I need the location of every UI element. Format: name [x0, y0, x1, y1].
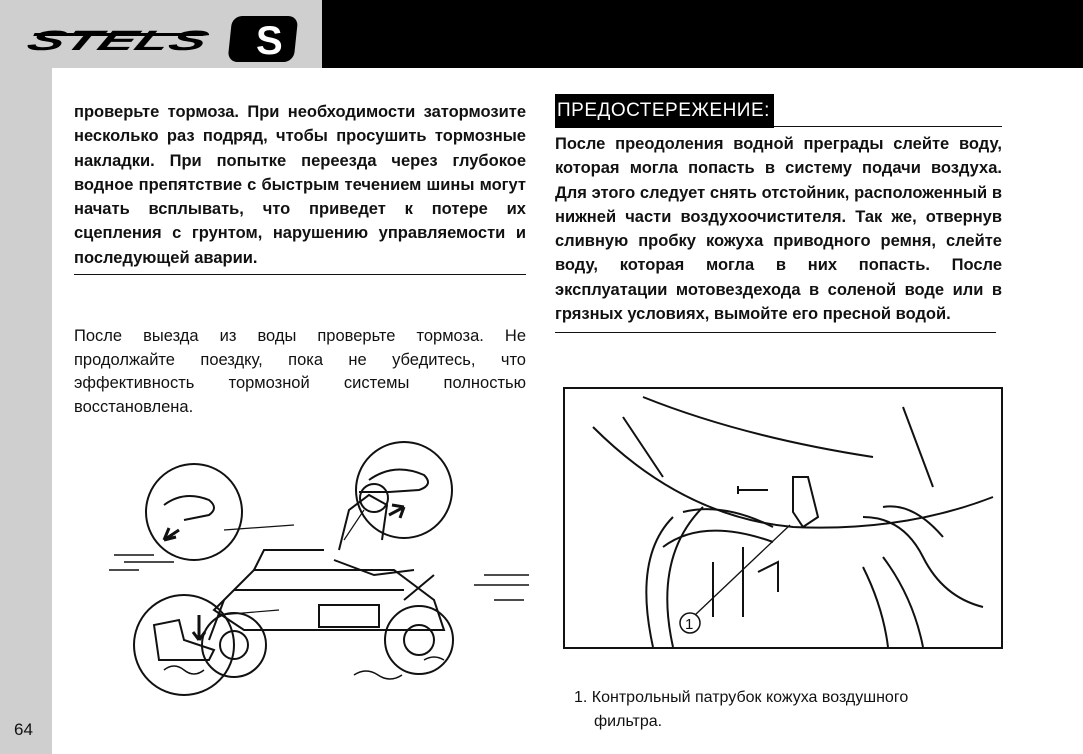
air-filter-figure — [563, 387, 1003, 649]
caption-line-2: фильтра. — [594, 713, 663, 730]
warning-header — [555, 92, 1002, 128]
figure-caption — [574, 686, 908, 734]
warning-title: ПРЕДОСТЕРЕЖЕНИЕ: — [555, 94, 774, 128]
page-side-strip — [0, 68, 52, 754]
caption-line-1: 1. Контрольный патрубок кожуха воздушного — [574, 689, 909, 706]
brake-lever-inset-icon — [356, 442, 452, 538]
stels-logo-icon — [0, 0, 322, 68]
callout-number: 1 — [685, 616, 694, 633]
page-number: 64 — [14, 720, 33, 739]
atv-body-icon — [202, 484, 453, 677]
left-column — [74, 100, 526, 419]
air-filter-housing-icon — [593, 397, 993, 647]
warning-title-rule — [774, 126, 1002, 127]
right-warning-rule — [555, 332, 996, 333]
atv-water-illustration — [104, 440, 544, 700]
logo-badge: S — [256, 19, 283, 63]
right-column — [555, 92, 1002, 333]
right-warning-text: После преодоления водной преграды слейте воду, которая могла попасть в систему подачи воздуха. Для этого следует снять отстойник, расположенный в нижней части воздухоочистителя. Так же, отвернув сливную пробку кожуха приводного ремня, слейте воду, которая могла в них попасть. После эксплуатации мотовездехода в соленой воде или в грязных условиях, вымойте его пресной водой. — [555, 135, 1002, 324]
left-warning-text: проверьте тормоза. При необходимости затормозите несколько раз подряд, чтобы просушить тормозные накладки. При попытке переезда через глубокое водное препятствие с быстрым течением шины могут начать всплывать, что приведет к потере их сцепления с грунтом, нарушению управляемости и последующей аварии. — [74, 103, 526, 267]
left-warning-rule — [74, 274, 526, 275]
svg-text:STELS: STELS — [21, 25, 127, 57]
brake-hand-inset-icon — [146, 464, 242, 560]
brand-logo — [0, 0, 322, 68]
left-body-text: После выезда из воды проверьте тормоза. Не продолжайте поездку, пока не убедитесь, что эффективность тормозной системы полностью восстановлена. — [74, 327, 526, 416]
